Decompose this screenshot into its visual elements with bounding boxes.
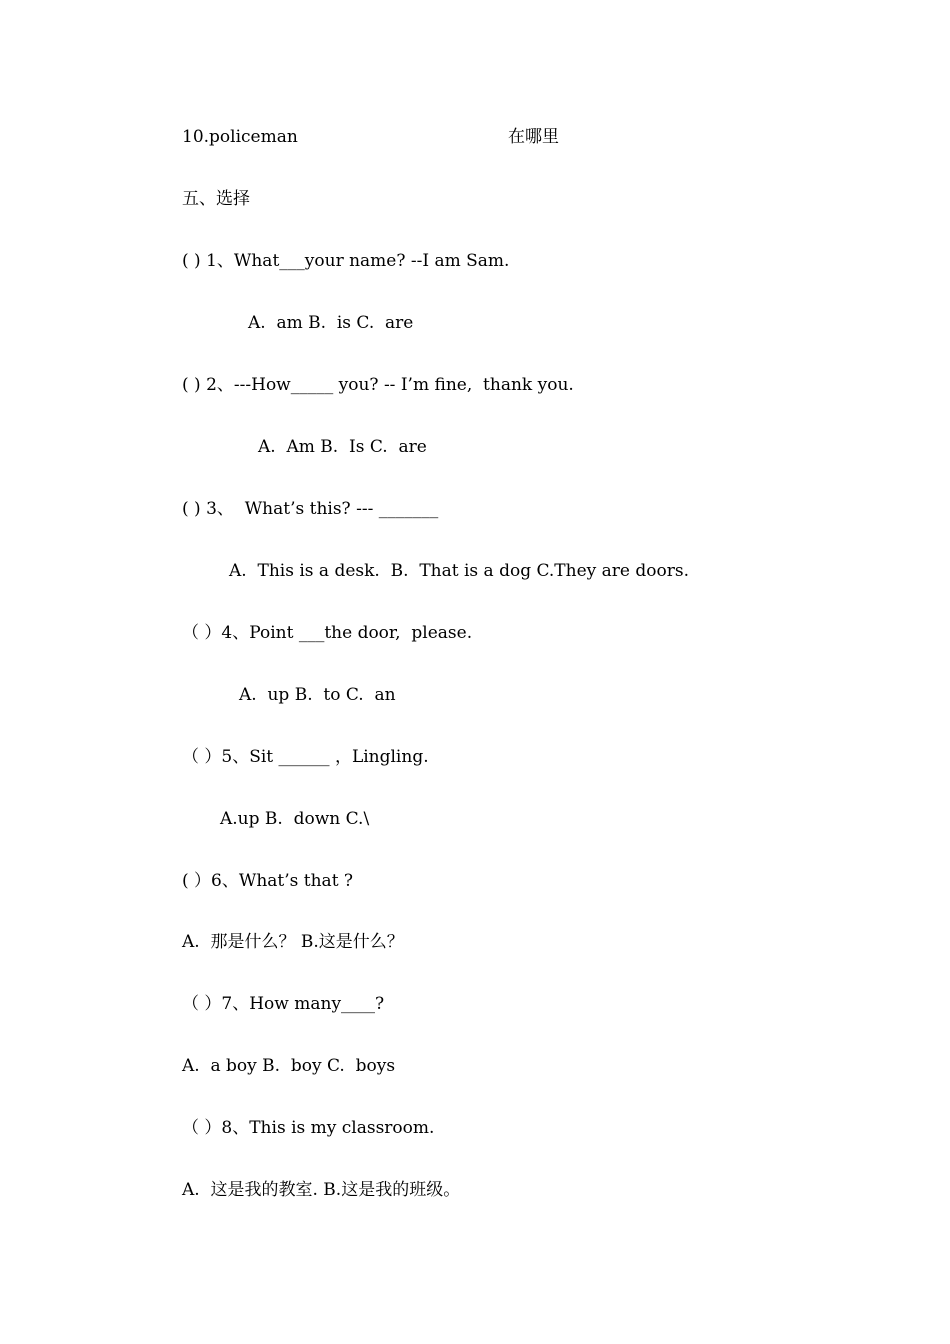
question-6: ( ）6、What’s that ? <box>182 871 354 891</box>
question-2: ( ) 2、---How_____ you? -- I’m fine, thank you. <box>182 375 574 395</box>
question-7: （ ）7、How many____? <box>182 994 385 1014</box>
question-4-options: A. up B. to C. an <box>239 685 396 705</box>
question-3: ( ) 3、 What’s this? --- _______ <box>182 499 439 519</box>
question-2-options: A. Am B. Is C. are <box>258 437 427 457</box>
vocab-item-10-chinese: 在哪里 <box>508 127 559 147</box>
question-1: ( ) 1、What___your name? --I am Sam. <box>182 251 510 271</box>
question-4: （ ）4、Point ___the door, please. <box>182 623 473 643</box>
question-8: （ ）8、This is my classroom. <box>182 1118 435 1138</box>
question-5-options: A.up B. down C.\ <box>220 809 370 829</box>
question-7-options: A. a boy B. boy C. boys <box>182 1056 396 1076</box>
section-heading: 五、选择 <box>182 189 250 209</box>
question-6-options: A. 那是什么？ B.这是什么？ <box>182 932 404 952</box>
question-3-options: A. This is a desk. B. That is a dog C.They are doors. <box>229 561 689 581</box>
question-1-options: A. am B. is C. are <box>248 313 414 333</box>
question-8-options: A. 这是我的教室. B.这是我的班级。 <box>182 1180 461 1200</box>
vocab-item-10-english: 10.policeman <box>182 127 298 147</box>
question-5: （ ）5、Sit ______ ，Lingling. <box>182 747 429 767</box>
